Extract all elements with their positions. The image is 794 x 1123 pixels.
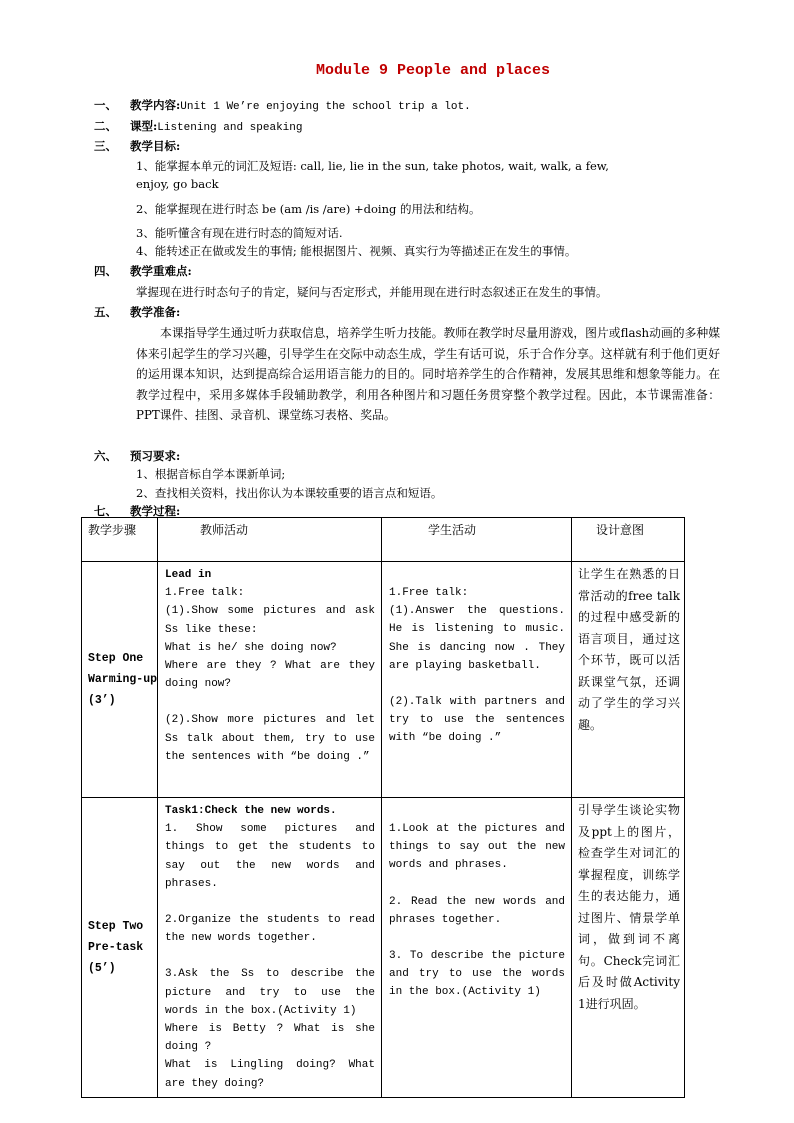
activity-line: Where is Betty ? What is she doing ?	[165, 1023, 375, 1054]
spacer	[389, 875, 565, 893]
preparation-text: 本课指导学生通过听力获取信息，培养学生听力技能。教师在教学时尽量用游戏，图片或flash动画的多种媒体来引起学生的学习兴趣，引导学生在交际中动态生成，学生有话可说，乐于合作分享。这样就有利于他们更好的运用课本知识，达到提高综合运用语言能力的目的。同时培养学生的合作精神，发展其思维和想象等能力。在教学过程中，采用多媒体手段辅助教学，利用各种图片和习题任务贯穿整个教学过程。因此，本节课需准备：PPT课件、挂图、录音机、课堂练习表格、奖品。	[136, 326, 720, 422]
table-header-row	[82, 518, 685, 562]
section-process	[94, 504, 180, 518]
section-preparation	[94, 305, 180, 319]
section-number: 五、	[94, 305, 117, 319]
header-teacher	[158, 518, 382, 562]
section-number: 六、	[94, 449, 117, 463]
step-cell: Step Two Pre-task (5’)	[82, 798, 158, 1098]
section-text: Unit 1 We’re enjoying the school trip a lot.	[180, 101, 471, 113]
activity-line: (1).Show some pictures and ask Ss like these:	[165, 605, 375, 636]
activity-line: 2. Read the new words and phrases together.	[389, 895, 565, 926]
teacher-activity-cell	[158, 798, 382, 1098]
section-heading: 教学目标:	[130, 139, 181, 153]
section-heading: 教学重难点:	[130, 264, 192, 278]
spacer	[165, 693, 375, 711]
teacher-activity-cell	[158, 562, 382, 798]
section-heading: 教学内容:	[130, 98, 181, 112]
table-row	[82, 562, 685, 798]
goal-line: 3、能听懂含有现在进行时态的简短对话.	[136, 226, 343, 240]
section-text: Listening and speaking	[157, 122, 303, 134]
activity-line: 1.Look at the pictures and things to say out the new words and phrases.	[389, 823, 565, 872]
activity-line: 1.Free talk:	[389, 587, 469, 599]
activity-line: 3.Ask the Ss to describe the picture and try to use the words in the box.(Activity 1)	[165, 968, 375, 1017]
header-step	[82, 518, 158, 562]
section-lesson-type	[94, 119, 302, 135]
section-heading: 教学准备:	[130, 305, 181, 319]
section-number: 二、	[94, 119, 117, 133]
section-goals	[94, 139, 180, 153]
header-student	[382, 518, 572, 562]
design-intent-cell: 引导学生谈论实物及ppt上的图片，检查学生对词汇的掌握程度，训练学生的表达能力，通过图片、情景学单词，做到词不离句。Check完词汇后及时做Activity 1进行巩固。	[572, 798, 685, 1098]
preview-line: 1、根据音标自学本课新单词;	[136, 467, 286, 481]
page-title: Module 9 People and places	[315, 62, 551, 79]
activity-line: 1. Show some pictures and things to get the students to say out the new words and phrases.	[165, 823, 375, 890]
section-number: 七、	[94, 504, 117, 518]
spacer	[165, 947, 375, 965]
activity-line: 1.Free talk:	[165, 587, 245, 600]
activity-line: What is Lingling doing? What are they doing?	[165, 1059, 375, 1090]
activity-title: Lead in	[165, 569, 212, 581]
section-content	[94, 98, 471, 114]
student-activity-cell	[382, 562, 572, 798]
preparation-paragraph	[136, 323, 720, 426]
design-intent-cell: 让学生在熟悉的日常活动的free talk的过程中感受新的语言项目，通过这个环节，既可以活跃课堂气氛，还调动了学生的学习兴趣。	[572, 562, 685, 798]
activity-line: Where are they ? What are they doing now?	[165, 660, 375, 691]
activity-title: Task1:Check the new words.	[165, 805, 337, 817]
table-row	[82, 798, 685, 1098]
goal-line: 4、能转述正在做或发生的事情; 能根据图片、视频、真实行为等描述正在发生的事情。	[136, 244, 577, 258]
section-preview	[94, 449, 180, 463]
goal-line: enjoy, go back	[136, 177, 219, 191]
header-design	[572, 518, 685, 562]
activity-line: (1).Answer the questions. He is listening to music. She is dancing now . They are playing basketball.	[389, 605, 565, 672]
header-label: 教学步骤	[88, 523, 137, 537]
activity-line: (2).Show more pictures and let Ss talk about them, try to use the sentences with “be doing .”	[165, 714, 375, 763]
student-activity-cell	[382, 798, 572, 1098]
goal-line: 2、能掌握现在进行时态 be (am /is /are) +doing 的用法和结构。	[136, 202, 481, 216]
activity-line: 2.Organize the students to read the new words together.	[165, 914, 375, 945]
header-label: 教师活动	[200, 523, 249, 537]
spacer	[389, 929, 565, 947]
key-points-text: 掌握现在进行时态句子的肯定，疑问与否定形式，并能用现在进行时态叙述正在发生的事情。	[136, 285, 608, 299]
goal-line: 1、能掌握本单元的词汇及短语: call, lie, lie in the sun, take photos, wait, walk, a few,	[136, 159, 609, 173]
teaching-process-table	[81, 517, 685, 1098]
section-key-points	[94, 264, 192, 278]
section-number: 一、	[94, 98, 117, 112]
header-label: 学生活动	[428, 523, 477, 537]
activity-line: What is he/ she doing now?	[165, 641, 337, 654]
spacer	[165, 893, 375, 911]
activity-line: (2).Talk with partners and try to use the sentences with “be doing .”	[389, 696, 565, 745]
section-heading: 教学过程:	[130, 504, 181, 518]
step-cell: Step One Warming-up (3’)	[82, 562, 158, 798]
section-number: 三、	[94, 139, 117, 153]
spacer	[389, 675, 565, 693]
section-number: 四、	[94, 264, 117, 278]
section-heading: 预习要求:	[130, 449, 181, 463]
header-label: 设计意图	[596, 523, 645, 537]
activity-line: 3. To describe the picture and try to use the words in the box.(Activity 1)	[389, 950, 565, 999]
preview-line: 2、查找相关资料，找出你认为本课较重要的语言点和短语。	[136, 486, 443, 500]
section-heading: 课型:	[130, 119, 158, 133]
